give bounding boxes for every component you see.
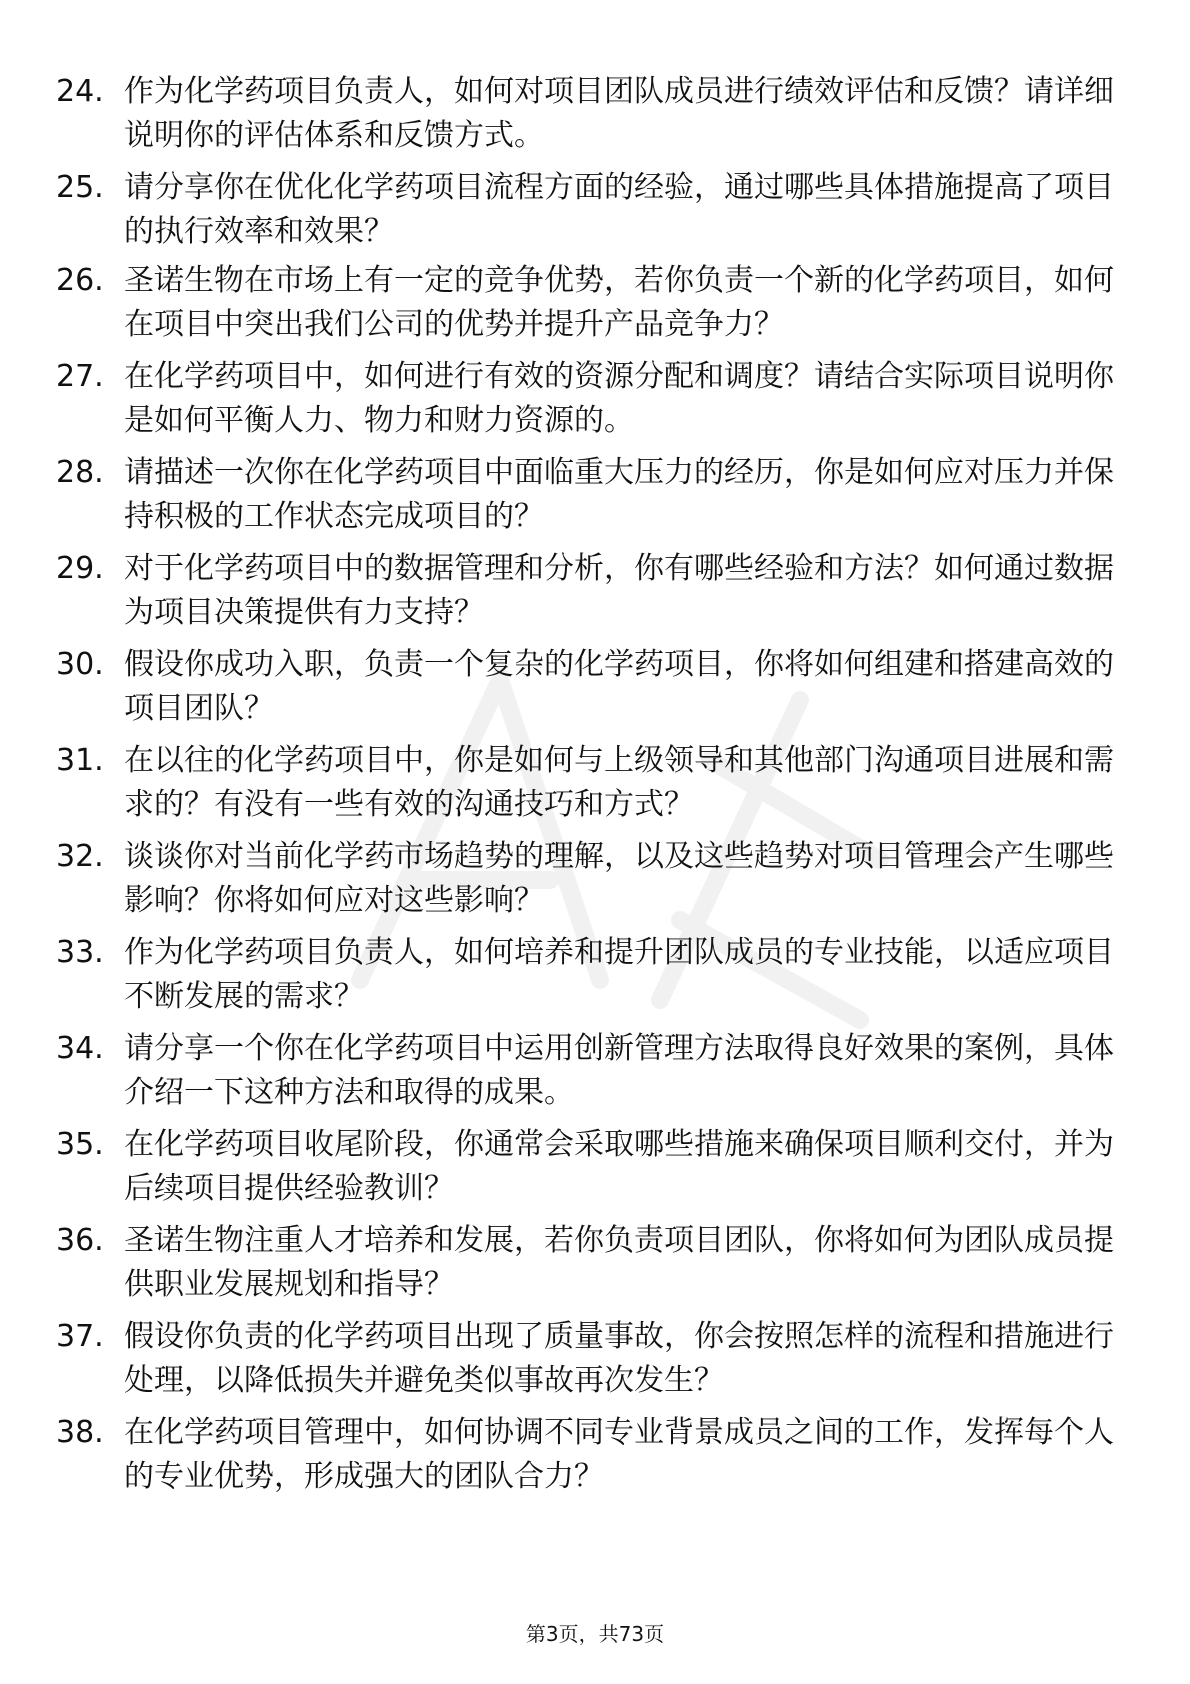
question-item [56,355,1116,439]
question-number: 26. [56,263,104,298]
question-number: 37. [56,1319,104,1354]
question-number: 34. [56,1031,104,1066]
question-number: 33. [56,935,104,970]
question-number: 35. [56,1127,104,1162]
question-item [56,166,1116,250]
question-text: 在化学药项目收尾阶段，你通常会采取哪些措施来确保项目顺利交付，并为后续项目提供经验教训？ [124,1127,1114,1206]
question-number: 28. [56,455,104,490]
page-footer: 第3页，共73页 [525,1622,665,1646]
question-item [56,70,1116,154]
question-text: 圣诺生物注重人才培养和发展，若你负责项目团队，你将如何为团队成员提供职业发展规划和指导？ [124,1223,1114,1302]
question-item [56,1411,1116,1495]
question-text: 作为化学药项目负责人，如何对项目团队成员进行绩效评估和反馈？请详细说明你的评估体系和反馈方式。 [124,74,1114,153]
question-number: 29. [56,551,104,586]
question-text: 对于化学药项目中的数据管理和分析，你有哪些经验和方法？如何通过数据为项目决策提供有力支持？ [124,551,1114,630]
question-item [56,1315,1116,1399]
question-text: 作为化学药项目负责人，如何培养和提升团队成员的专业技能，以适应项目不断发展的需求？ [124,935,1114,1014]
question-number: 30. [56,647,104,682]
question-item [56,451,1116,535]
question-item [56,931,1116,1015]
question-number: 31. [56,743,104,778]
question-text: 请描述一次你在化学药项目中面临重大压力的经历，你是如何应对压力并保持积极的工作状态完成项目的？ [124,455,1114,534]
question-text: 请分享你在优化化学药项目流程方面的经验，通过哪些具体措施提高了项目的执行效率和效果？ [124,170,1114,249]
question-text: 谈谈你对当前化学药市场趋势的理解，以及这些趋势对项目管理会产生哪些影响？你将如何应对这些影响？ [124,839,1114,918]
question-item [56,259,1116,343]
question-text: 在化学药项目中，如何进行有效的资源分配和调度？请结合实际项目说明你是如何平衡人力、物力和财力资源的。 [124,359,1114,438]
question-number: 36. [56,1223,104,1258]
question-text: 假设你成功入职，负责一个复杂的化学药项目，你将如何组建和搭建高效的项目团队？ [124,647,1114,726]
question-item [56,547,1116,631]
question-text: 在以往的化学药项目中，你是如何与上级领导和其他部门沟通项目进展和需求的？有没有一些有效的沟通技巧和方式？ [124,743,1114,822]
question-item [56,739,1116,823]
question-number: 32. [56,839,104,874]
question-number: 24. [56,74,104,109]
question-item [56,1027,1116,1111]
question-number: 38. [56,1415,104,1450]
question-number: 27. [56,359,104,394]
question-item [56,643,1116,727]
question-text: 圣诺生物在市场上有一定的竞争优势，若你负责一个新的化学药项目，如何在项目中突出我们公司的优势并提升产品竞争力？ [124,263,1114,342]
question-text: 假设你负责的化学药项目出现了质量事故，你会按照怎样的流程和措施进行处理，以降低损失并避免类似事故再次发生？ [124,1319,1114,1398]
question-text: 请分享一个你在化学药项目中运用创新管理方法取得良好效果的案例，具体介绍一下这种方法和取得的成果。 [124,1031,1114,1110]
question-item [56,835,1116,919]
question-item [56,1123,1116,1207]
question-text: 在化学药项目管理中，如何协调不同专业背景成员之间的工作，发挥每个人的专业优势，形成强大的团队合力？ [124,1415,1114,1494]
question-number: 25. [56,170,104,205]
question-item [56,1219,1116,1303]
